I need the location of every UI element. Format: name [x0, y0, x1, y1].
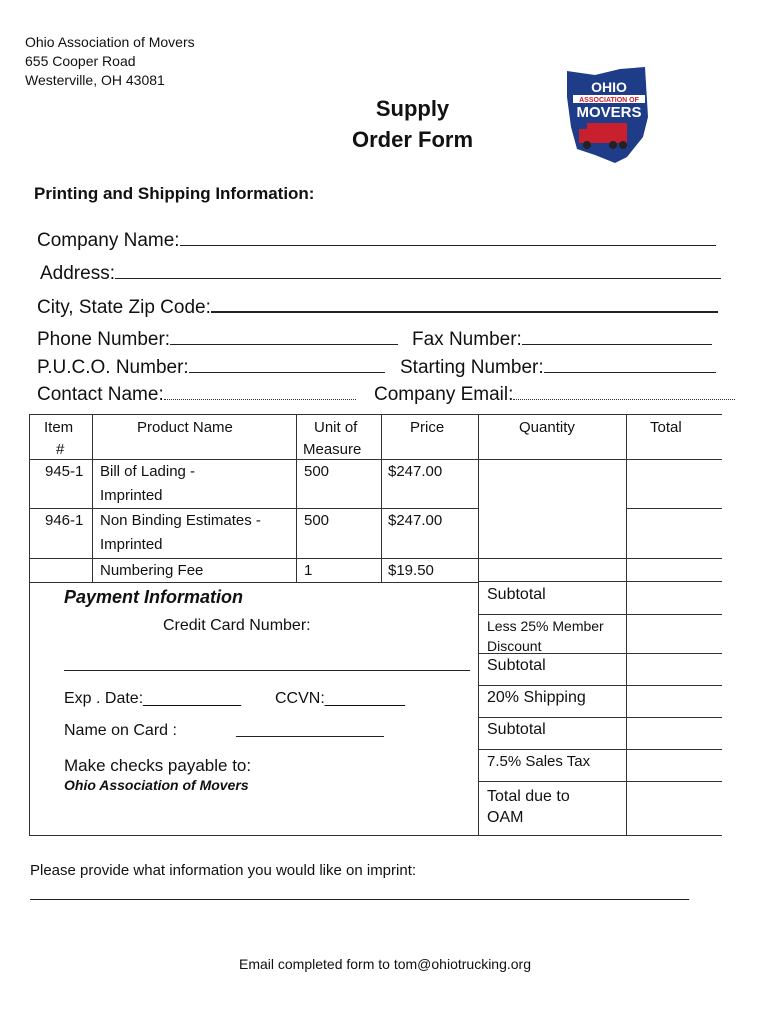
subtotal2-label: Subtotal [487, 657, 546, 674]
row1-total-cell [628, 461, 721, 507]
row1-item: 945-1 [45, 463, 84, 480]
email-note: Email completed form to tom@ohiotrucking.org [239, 956, 531, 972]
city-state-zip-label: City, State Zip Code: [37, 297, 211, 318]
form-title-line1: Supply [375, 96, 450, 121]
city-state-zip-field[interactable] [37, 297, 718, 319]
row2-price: $247.00 [388, 512, 443, 529]
org-street: 655 Cooper Road [25, 53, 136, 69]
total-due-label [487, 786, 570, 828]
discount-label-line1: Less 25% Member [487, 618, 604, 634]
shipping-label: 20% Shipping [487, 689, 586, 706]
row3-product: Numbering Fee [100, 562, 204, 579]
header-item-hash: # [56, 441, 65, 458]
header-quantity: Quantity [519, 419, 575, 436]
subtotal3-label: Subtotal [487, 721, 546, 738]
total-due-line1: Total due to [487, 788, 570, 805]
row1-unit: 500 [304, 463, 330, 480]
company-email-field[interactable] [374, 384, 735, 406]
row2-product-line2: Imprinted [100, 536, 163, 553]
row2-quantity-input[interactable] [480, 510, 624, 557]
total-due-line2: OAM [487, 809, 524, 826]
ohio-movers-logo [565, 67, 655, 168]
fax-field[interactable] [412, 329, 712, 351]
imprint-prompt: Please provide what information you would like on imprint: [30, 862, 417, 879]
header-price: Price [410, 419, 445, 436]
puco-label: P.U.C.O. Number: [37, 357, 189, 378]
starting-number-field[interactable] [400, 357, 716, 379]
name-on-card-input[interactable] [236, 736, 384, 737]
name-on-card-label: Name on Card : [64, 722, 177, 739]
puco-field[interactable] [37, 357, 385, 379]
sales-tax-label: 7.5% Sales Tax [487, 753, 591, 770]
phone-label: Phone Number: [37, 329, 171, 350]
logo-middle-text: ASSOCIATION OF [579, 97, 639, 104]
header-total: Total [650, 419, 682, 436]
discount-label-line2: Discount [487, 638, 542, 654]
imprint-input-line[interactable]: _______________________________________________________________________________ [30, 884, 690, 901]
company-name-field[interactable] [37, 230, 716, 252]
row1-quantity-input[interactable] [480, 461, 624, 507]
checks-payable-label: Make checks payable to: [64, 756, 252, 775]
header-item: Item [44, 419, 74, 436]
phone-field[interactable] [37, 329, 398, 351]
fax-label: Fax Number: [412, 329, 522, 350]
credit-card-input[interactable] [64, 670, 470, 671]
starting-number-label: Starting Number: [400, 357, 544, 378]
subtotal1-label: Subtotal [487, 586, 546, 603]
header-unit-line2: Measure [303, 441, 362, 458]
org-city: Westerville, OH 43081 [25, 72, 165, 88]
payment-title: Payment Information [64, 587, 244, 607]
credit-card-label: Credit Card Number: [163, 617, 311, 634]
row2-product-line1: Non Binding Estimates - [100, 512, 261, 529]
address-label: Address: [40, 263, 115, 284]
row2-unit: 500 [304, 512, 330, 529]
company-name-label: Company Name: [37, 230, 180, 251]
org-name: Ohio Association of Movers [25, 34, 195, 50]
payee-name: Ohio Association of Movers [64, 777, 249, 793]
ccvn-field[interactable]: CCVN:_________ [275, 690, 405, 707]
exp-date-field[interactable]: Exp . Date:___________ [64, 690, 242, 707]
logo-bottom-text: MOVERS [576, 104, 642, 121]
company-email-label: Company Email: [374, 384, 514, 405]
shipping-heading: Printing and Shipping Information: [34, 184, 315, 203]
row1-price: $247.00 [388, 463, 443, 480]
row1-product-line1: Bill of Lading - [100, 463, 196, 480]
contact-name-label: Contact Name: [37, 384, 164, 405]
logo-top-text: OHIO [591, 79, 627, 95]
contact-name-field[interactable] [37, 384, 356, 406]
header-unit-line1: Unit of [314, 419, 358, 436]
form-title-line2: Order Form [351, 127, 474, 152]
row2-item: 946-1 [45, 512, 84, 529]
row3-unit: 1 [304, 562, 313, 579]
org-address [25, 33, 195, 90]
address-field[interactable] [40, 263, 721, 285]
header-product: Product Name [137, 419, 233, 436]
row3-price: $19.50 [388, 562, 434, 579]
row1-product-line2: Imprinted [100, 487, 163, 504]
